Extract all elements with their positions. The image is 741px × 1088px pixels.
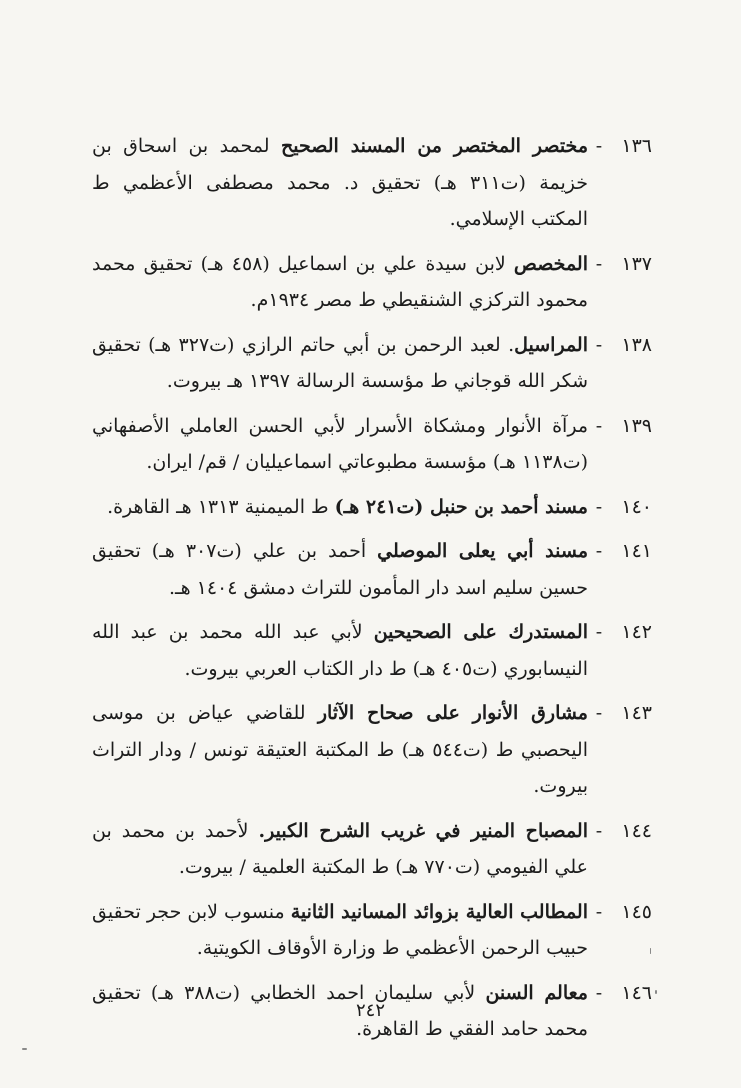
entry-number: ١٣٨ <box>621 333 652 356</box>
bibliography-list <box>92 128 652 1056</box>
entry-text <box>92 533 588 606</box>
entry-details: مرآة الأنوار ومشكاة الأسرار لأبي الحسن العاملي الأصفهاني (ت١١٣٨ هـ) مؤسسة مطبوعاتي اسماعيليان / قم/ ايران. <box>92 414 588 473</box>
entry-dash: - <box>595 702 603 724</box>
entry-number: ١٤١ <box>621 540 652 562</box>
entry-details: لأحمد بن محمد بن علي الفيومي (ت٧٧٠ هـ) ط المكتبة العلمية / بيروت. <box>92 819 588 878</box>
entry-number: ١٤٤ <box>621 819 652 842</box>
entry-title: المخصص <box>513 252 588 275</box>
entry-details: منسوب لابن حجر تحقيق حبيب الرحمن الأعظمي ط وزارة الأوقاف الكويتية. <box>92 900 588 959</box>
entry-text <box>92 327 588 400</box>
entry-text <box>92 695 588 805</box>
entry-dash: - <box>595 333 603 356</box>
entry-text <box>92 246 588 319</box>
entry-number: ١٤٥ <box>621 900 652 923</box>
entry-title: مختصر المختصر من المسند الصحيح <box>280 135 589 157</box>
entry-title: مسند أبي يعلى الموصلي <box>377 540 588 562</box>
entry-title: المستدرك على الصحيحين <box>373 621 588 643</box>
entry-dash: - <box>595 819 603 842</box>
entry-title: المصباح المنير في غريب الشرح الكبير. <box>258 819 588 842</box>
entry-number: ١٤٦ <box>621 981 652 1004</box>
entry-details: للقاضي عياض بن موسى اليحصبي ط (ت٥٤٤ هـ) ط المكتبة العتيقة تونس / ودار التراث بيروت. <box>92 702 589 797</box>
entry-dash: - <box>595 621 603 643</box>
page-number: ٢٤٢ <box>355 1000 385 1021</box>
entry-dash: - <box>595 135 603 157</box>
entry-title: مسند أحمد بن حنبل (ت٢٤١ هـ) <box>334 495 588 518</box>
entry-title: مشارق الأنوار على صحاح الآثار <box>317 702 588 724</box>
entry-details: لمحمد بن اسحاق بن خزيمة (ت٣١١ هـ) تحقيق د. محمد مصطفى الأعظمي ط المكتب الإسلامي. <box>92 135 588 230</box>
entry-details: لأبي سليمان احمد الخطابي (ت٣٨٨ هـ) تحقيق محمد حامد الفقي ط القاهرة. <box>92 981 588 1040</box>
bibliography-entry-144 <box>92 813 652 886</box>
bibliography-entry-138 <box>92 327 652 400</box>
bibliography-entry-143 <box>92 695 652 805</box>
entry-details: لابن سيدة علي بن اسماعيل (٤٥٨ هـ) تحقيق محمد محمود التركزي الشنقيطي ط مصر ١٩٣٤م. <box>92 252 588 311</box>
bibliography-entry-142 <box>92 614 652 687</box>
entry-text <box>92 489 588 526</box>
bibliography-entry-145 <box>92 894 652 967</box>
bibliography-entry-136 <box>92 128 652 238</box>
entry-text <box>92 894 588 967</box>
entry-dash: - <box>595 540 603 562</box>
entry-details: . لعبد الرحمن بن أبي حاتم الرازي (ت٣٢٧ هـ) تحقيق شكر الله قوجاني ط مؤسسة الرسالة ١٣٩٧ هـ بيروت. <box>92 333 588 392</box>
scan-speck <box>650 948 651 954</box>
bibliography-entry-140 <box>92 489 652 526</box>
entry-number: ١٤٠ <box>621 495 652 518</box>
bibliography-entry-139 <box>92 408 652 481</box>
entry-dash: - <box>595 252 603 275</box>
entry-details: ط الميمنية ١٣١٣ هـ القاهرة. <box>107 495 335 518</box>
entry-details: لأبي عبد الله محمد بن عبد الله النيسابوري (ت٤٠٥ هـ) ط دار الكتاب العربي بيروت. <box>92 621 588 680</box>
entry-number: ١٣٩ <box>621 414 652 437</box>
entry-title: معالم السنن <box>485 981 588 1004</box>
entry-text <box>92 128 588 238</box>
entry-dash: - <box>595 981 603 1004</box>
entry-title: المراسيل <box>514 333 588 356</box>
bibliography-entry-141 <box>92 533 652 606</box>
entry-number: ١٤٣ <box>621 702 652 724</box>
bibliography-entry-137 <box>92 246 652 319</box>
entry-title: المطالب العالية بزوائد المسانيد الثانية <box>290 900 588 923</box>
entry-number: ١٤٢ <box>621 621 652 643</box>
entry-text <box>92 408 588 481</box>
entry-dash: - <box>595 900 603 923</box>
entry-text <box>92 614 588 687</box>
entry-number: ١٣٦ <box>621 135 652 157</box>
entry-details: أحمد بن علي (ت٣٠٧ هـ) تحقيق حسين سليم اسد دار المأمون للتراث دمشق ١٤٠٤ هـ. <box>92 540 588 599</box>
entry-dash: - <box>595 414 603 437</box>
entry-text <box>92 813 588 886</box>
entry-number: ١٣٧ <box>621 252 652 275</box>
scan-speck <box>655 990 657 994</box>
scan-speck <box>22 1048 27 1050</box>
entry-dash: - <box>595 495 603 518</box>
